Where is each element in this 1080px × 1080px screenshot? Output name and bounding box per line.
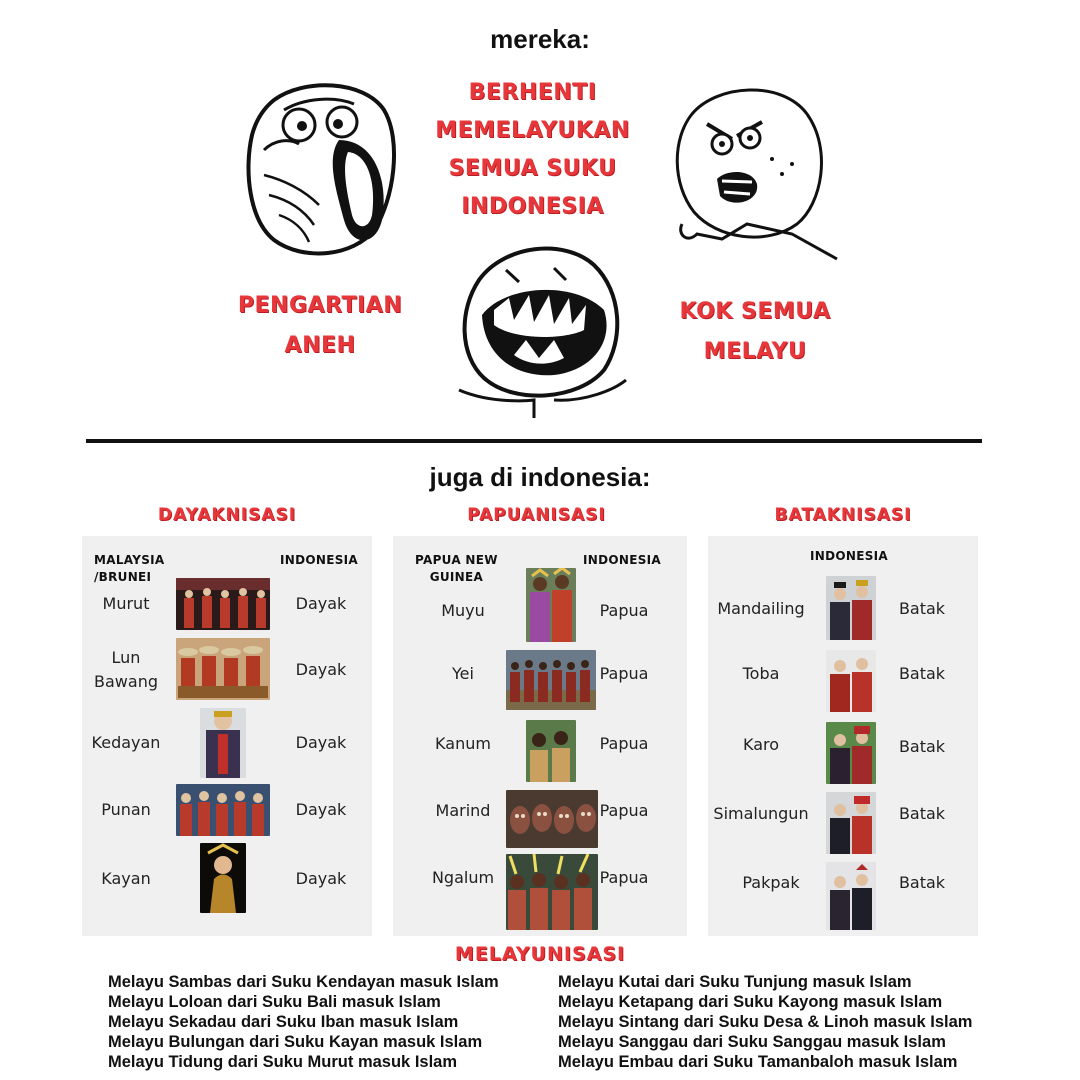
- caption-line: BERHENTI: [468, 80, 597, 105]
- caption-line: INDONESIA: [461, 194, 604, 219]
- toba-photo: [826, 650, 876, 712]
- origin-label: Kanum: [435, 734, 491, 753]
- caption-left: [225, 286, 415, 366]
- list-item: Melayu Ketapang dari Suku Kayong masuk Islam: [558, 993, 943, 1011]
- target-label: Papua: [599, 801, 649, 820]
- origin-label: Mandailing: [717, 599, 805, 618]
- marind-photo: [506, 790, 598, 848]
- murut-photo: [176, 578, 270, 630]
- origin-label: Punan: [101, 800, 151, 819]
- target-label: Dayak: [295, 594, 347, 613]
- origin-label: Muyu: [441, 601, 485, 620]
- meme-heading: mereka:: [490, 24, 590, 54]
- target-label: Papua: [599, 601, 649, 620]
- section-divider: [86, 439, 982, 443]
- column-header-line: GUINEA: [429, 570, 484, 584]
- list-item: Melayu Sambas dari Suku Kendayan masuk Islam: [108, 973, 499, 991]
- caption-line: SEMUA SUKU: [448, 156, 617, 181]
- origin-label: Ngalum: [431, 868, 495, 887]
- punan-photo: [176, 784, 270, 836]
- bataknisasi-title: BATAKNISASI: [774, 505, 912, 525]
- target-label: Papua: [599, 664, 649, 683]
- list-item: Melayu Sintang dari Suku Desa & Linoh masuk Islam: [558, 1013, 973, 1031]
- caption-right: [660, 292, 850, 372]
- target-label: Dayak: [295, 660, 347, 679]
- lol-face-icon: [244, 80, 400, 260]
- origin-label-line: Lun: [111, 648, 141, 667]
- target-label: Batak: [898, 599, 946, 618]
- y-u-no-face-icon: [662, 84, 852, 270]
- column-header-origin: [415, 552, 498, 586]
- caption-line: MEMELAYUKAN: [435, 118, 630, 143]
- melayu-list-left: [108, 972, 499, 1072]
- dayak-panel: [82, 536, 372, 936]
- papuanisasi-title: PAPUANISASI: [467, 505, 606, 525]
- caption-line: ANEH: [284, 333, 356, 358]
- yei-photo: [506, 650, 596, 710]
- column-header-line: /BRUNEI: [94, 570, 152, 584]
- batak-panel: [708, 536, 978, 936]
- caption-line: KOK SEMUA: [679, 299, 831, 324]
- target-label: Papua: [599, 734, 649, 753]
- list-item: Melayu Sanggau dari Suku Sanggau masuk Islam: [558, 1033, 946, 1051]
- origin-label: [82, 646, 170, 694]
- column-header-indonesia: INDONESIA: [583, 553, 662, 567]
- target-label: Batak: [898, 873, 946, 892]
- kedayan-photo: [200, 708, 246, 778]
- mandailing-photo: [826, 576, 876, 640]
- target-label: Dayak: [295, 869, 347, 888]
- list-item: Melayu Loloan dari Suku Bali masuk Islam: [108, 993, 441, 1011]
- ngalum-photo: [506, 854, 598, 930]
- target-label: Batak: [898, 737, 946, 756]
- list-item: Melayu Bulungan dari Suku Kayan masuk Islam: [108, 1033, 483, 1051]
- column-header-origin: [94, 552, 165, 586]
- column-header-indonesia: INDONESIA: [280, 553, 359, 567]
- simalungun-photo: [826, 792, 876, 854]
- origin-label: Karo: [742, 735, 780, 754]
- origin-label: Marind: [435, 801, 491, 820]
- column-header-indonesia: INDONESIA: [809, 549, 888, 563]
- melayu-list-right: [558, 972, 972, 1072]
- dayaknisasi-title: DAYAKNISASI: [157, 505, 297, 525]
- origin-label: Pakpak: [742, 873, 800, 892]
- list-item: Melayu Tidung dari Suku Murut masuk Islam: [108, 1053, 458, 1071]
- origin-label: Simalungun: [713, 804, 809, 823]
- column-header-line: PAPUA NEW: [415, 553, 498, 567]
- lun-bawang-photo: [176, 638, 270, 700]
- list-item: Melayu Sekadau dari Suku Iban masuk Islam: [108, 1013, 459, 1031]
- kayan-photo: [200, 843, 246, 913]
- column-header-line: MALAYSIA: [94, 553, 165, 567]
- target-label: Papua: [599, 868, 649, 887]
- papua-panel: [393, 536, 687, 936]
- caption-line: PENGARTIAN: [237, 293, 403, 318]
- origin-label: Yei: [452, 664, 474, 683]
- origin-label: Kayan: [101, 869, 151, 888]
- origin-label: Kedayan: [91, 733, 161, 752]
- origin-label-line: Bawang: [94, 672, 158, 691]
- pakpak-photo: [826, 862, 876, 930]
- target-label: Batak: [898, 664, 946, 683]
- list-item: Melayu Embau dari Suku Tamanbaloh masuk Islam: [558, 1053, 958, 1071]
- caption-line: MELAYU: [703, 339, 807, 364]
- target-label: Dayak: [295, 800, 347, 819]
- list-item: Melayu Kutai dari Suku Tunjung masuk Islam: [558, 973, 912, 991]
- origin-label: Toba: [742, 664, 780, 683]
- target-label: Dayak: [295, 733, 347, 752]
- kanum-photo: [526, 720, 576, 782]
- forever-alone-face-icon: [454, 240, 630, 418]
- melayunisasi-title: MELAYUNISASI: [454, 943, 626, 965]
- karo-photo: [826, 722, 876, 784]
- origin-label: Murut: [102, 594, 150, 613]
- muyu-photo: [526, 568, 576, 642]
- section-heading: juga di indonesia:: [429, 462, 651, 492]
- target-label: Batak: [898, 804, 946, 823]
- caption-center: [430, 74, 635, 226]
